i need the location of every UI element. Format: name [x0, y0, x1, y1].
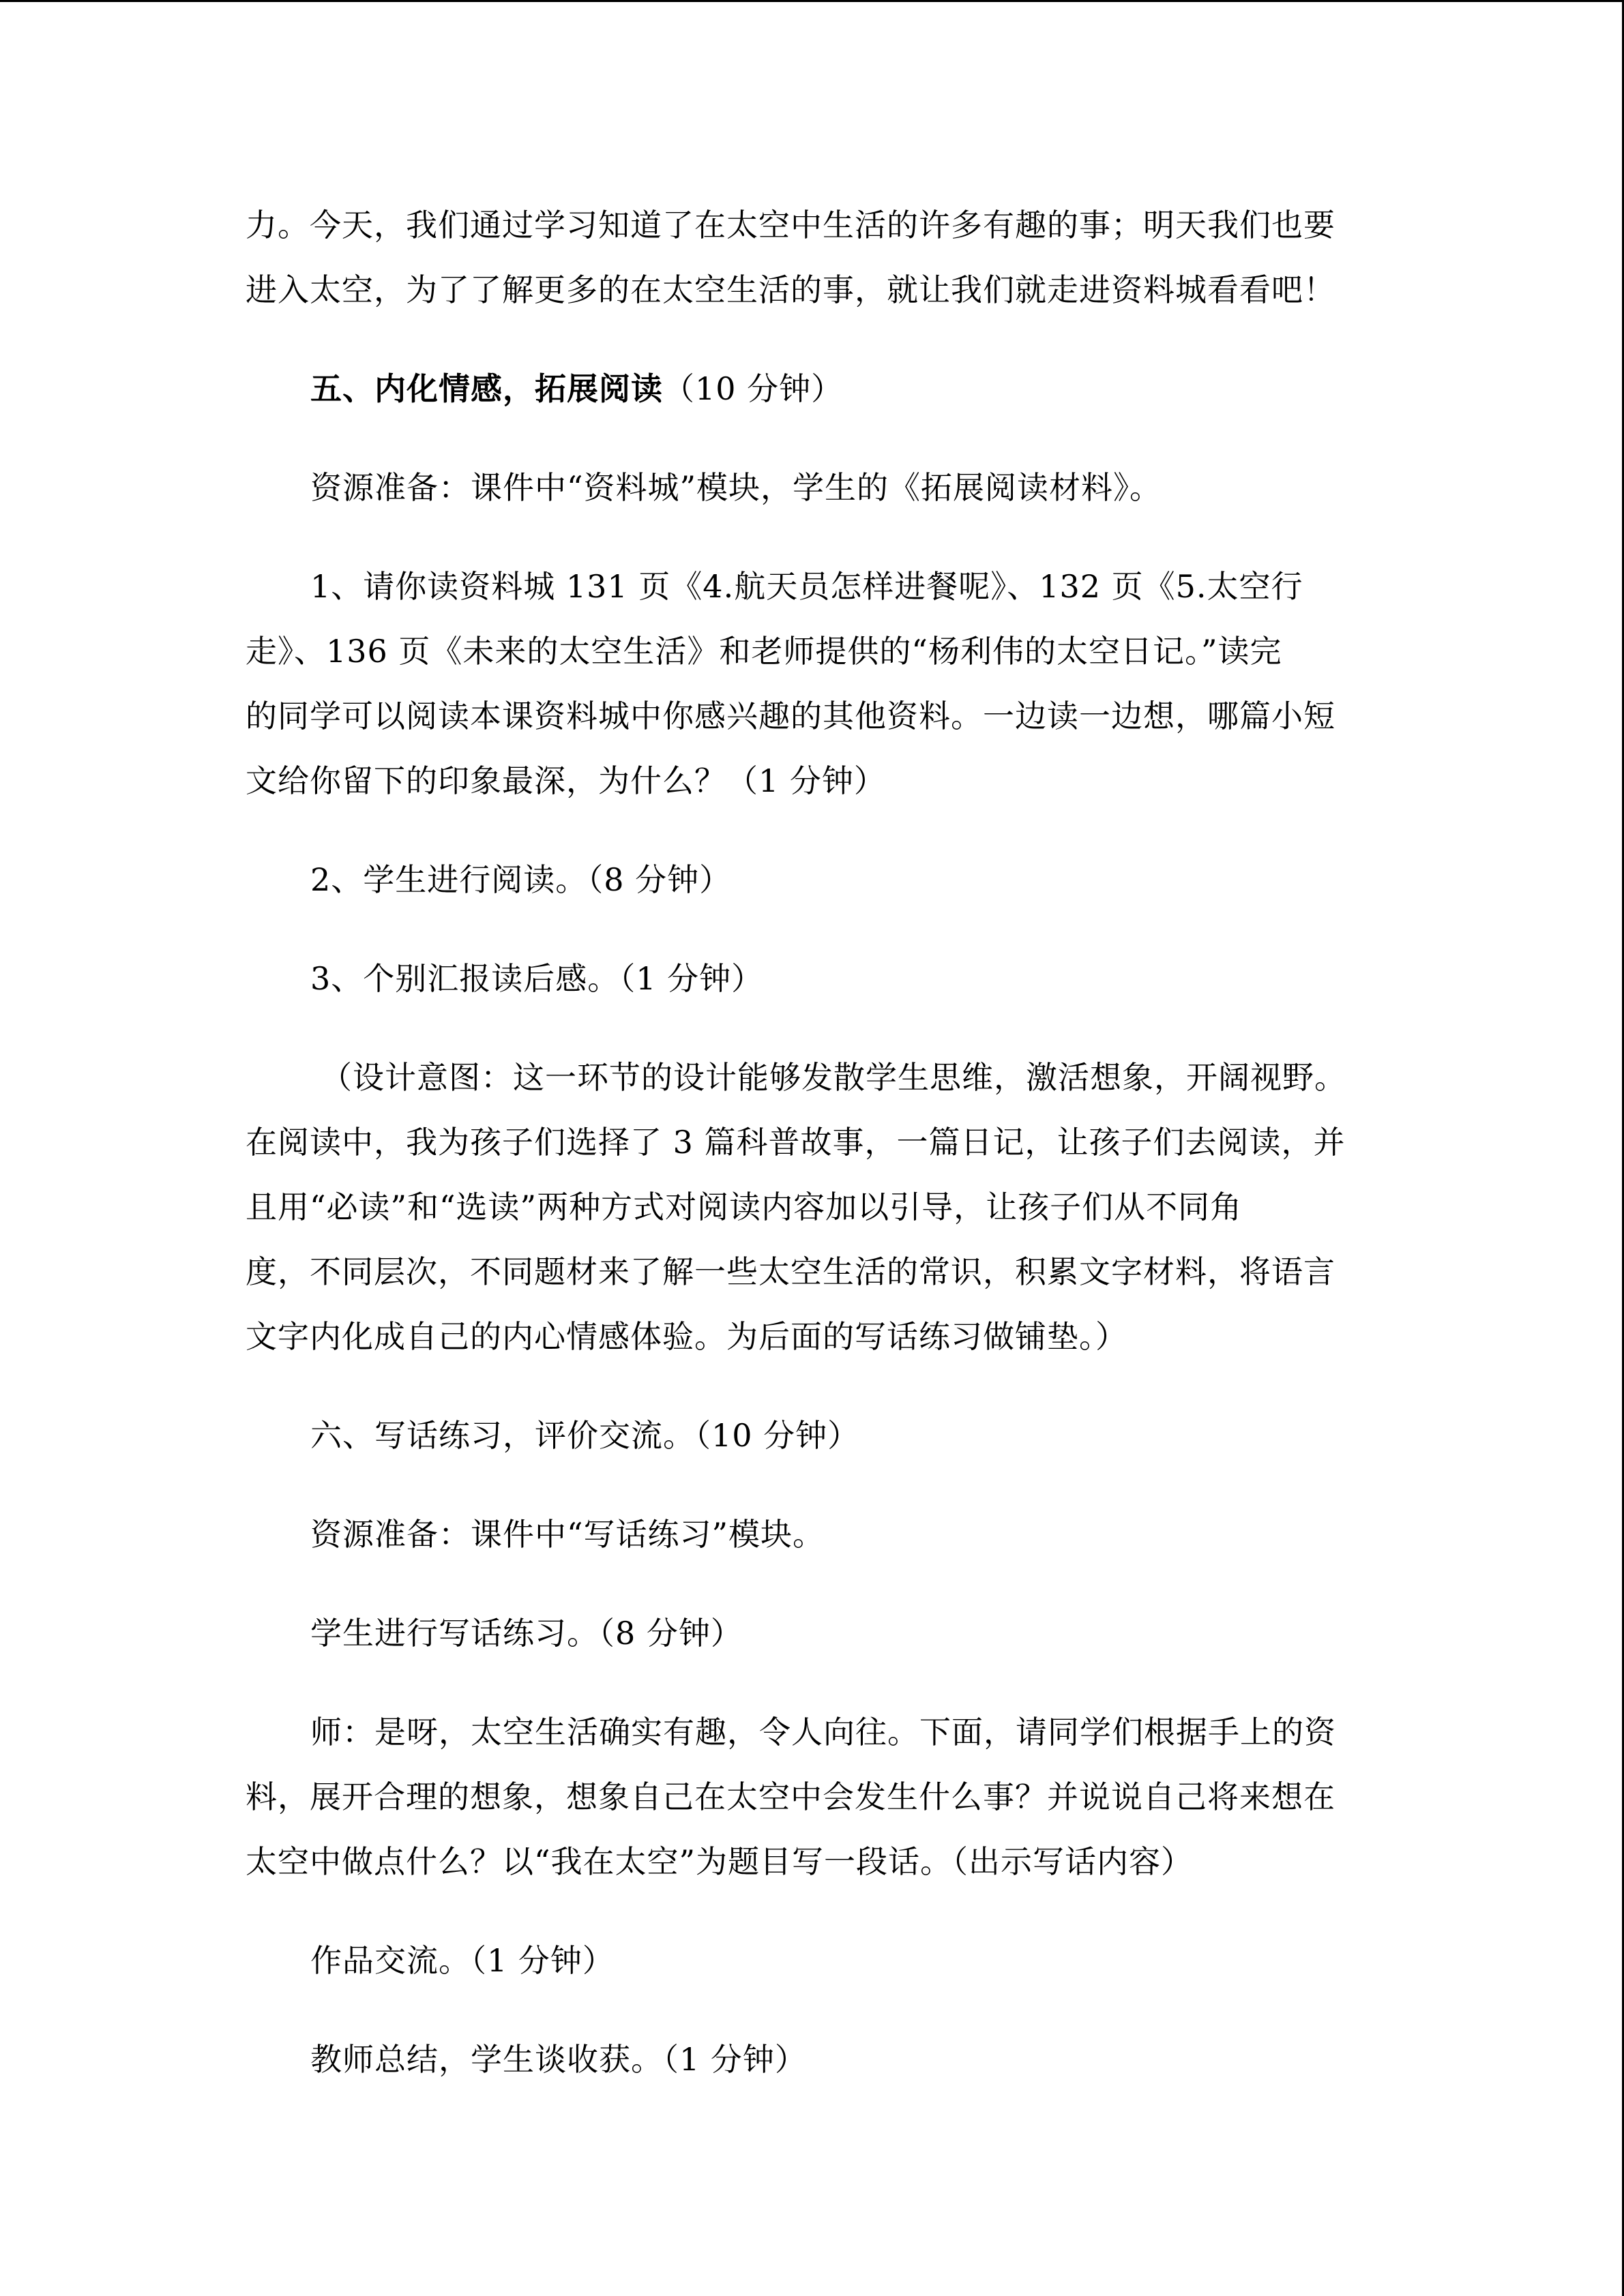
paragraph-line: 度，不同层次，不同题材来了解一些太空生活的常识，积累文字材料，将语言 — [246, 1253, 1335, 1290]
paragraph-line: 学生进行写话练习。（8 分钟） — [310, 1615, 743, 1652]
paragraph-line: 料，展开合理的想象，想象自己在太空中会发生什么事？并说说自己将来想在 — [246, 1778, 1335, 1815]
paragraph-line: 且用“必读”和“选读”两种方式对阅读内容加以引导，让孩子们从不同角 — [246, 1189, 1243, 1225]
paragraph-line: 走》、136 页《未来的太空生活》和老师提供的“杨利伟的太空日记。”读完 — [246, 633, 1282, 670]
paragraph-line: 力。今天，我们通过学习知道了在太空中生活的许多有趣的事；明天我们也要 — [246, 207, 1335, 243]
paragraph-line: 的同学可以阅读本课资料城中你感兴趣的其他资料。一边读一边想，哪篇小短 — [246, 698, 1335, 734]
paragraph-line: 文字内化成自己的内心情感体验。为后面的写话练习做铺垫。） — [246, 1318, 1127, 1355]
paragraph-line: （设计意图：这一环节的设计能够发散学生思维，激活想象，开阔视野。 — [321, 1059, 1346, 1096]
section-heading-title: 五、内化情感，拓展阅读 — [310, 370, 663, 407]
paragraph-line: 教师总结，学生谈收获。（1 分钟） — [310, 2041, 807, 2078]
paragraph-line: 师：是呀，太空生活确实有趣，令人向往。下面，请同学们根据手上的资 — [310, 1714, 1336, 1750]
paragraph-line: 3、个别汇报读后感。（1 分钟） — [310, 960, 764, 997]
paragraph-line: 资源准备：课件中“写话练习”模块。 — [310, 1516, 825, 1553]
paragraph-line: 太空中做点什么？以“我在太空”为题目写一段话。（出示写话内容） — [246, 1843, 1194, 1880]
paragraph-line: 作品交流。（1 分钟） — [310, 1942, 615, 1979]
paragraph-line: 2、学生进行阅读。（8 分钟） — [310, 861, 732, 898]
paragraph-line: 进入太空，为了了解更多的在太空生活的事，就让我们就走进资料城看看吧！ — [246, 271, 1335, 308]
paragraph-line: 资源准备：课件中“资料城”模块，学生的《拓展阅读材料》。 — [310, 469, 1162, 506]
section-heading-time: （10 分钟） — [663, 370, 844, 407]
paragraph-line: 在阅读中，我为孩子们选择了 3 篇科普故事，一篇日记，让孩子们去阅读，并 — [246, 1124, 1346, 1161]
paragraph-line: 文给你留下的印象最深，为什么？（1 分钟） — [246, 762, 886, 799]
section-heading: 六、写话练习，评价交流。（10 分钟） — [310, 1417, 860, 1454]
section-heading — [310, 368, 843, 409]
paragraph-line: 1、请你读资料城 131 页《4.航天员怎样进餐呢》、132 页《5.太空行 — [310, 568, 1303, 605]
